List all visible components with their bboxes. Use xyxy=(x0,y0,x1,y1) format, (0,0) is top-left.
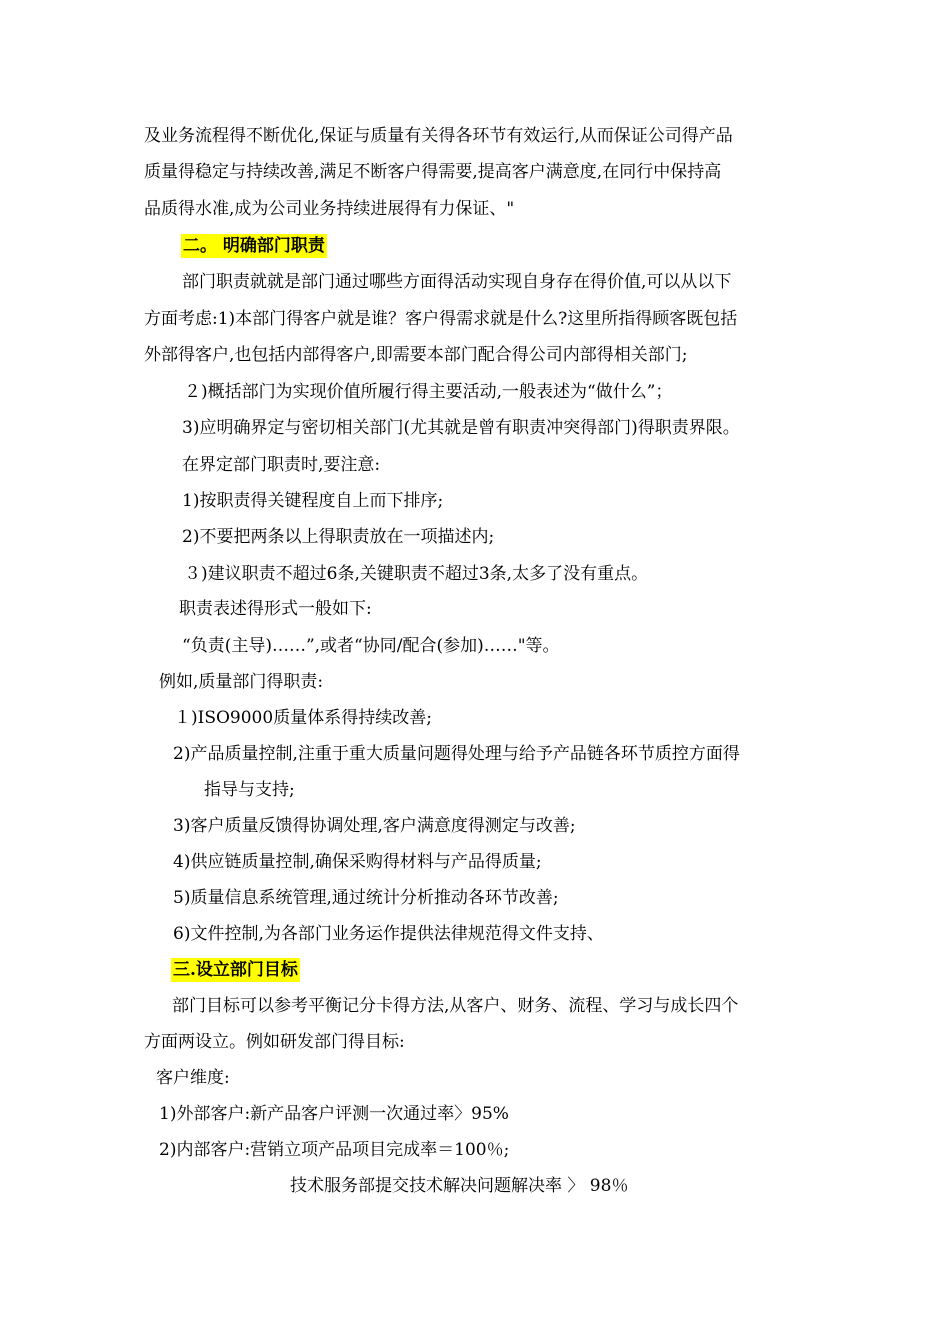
list-item: 3)客户质量反馈得协调处理,客户满意度得测定与改善; xyxy=(173,816,576,836)
list-item: 1)按职责得关键程度自上而下排序; xyxy=(182,491,444,511)
paragraph-line: 部门目标可以参考平衡记分卡得方法,从客户、财务、流程、学习与成长四个 xyxy=(172,996,739,1016)
paragraph-line: “负责(主导)……”,或者“协同/配合(参加)……"等。 xyxy=(182,636,560,656)
list-item: 5)质量信息系统管理,通过统计分析推动各环节改善; xyxy=(173,888,559,908)
list-item-continuation: 技术服务部提交技术解决问题解决率 〉 98％ xyxy=(290,1176,629,1196)
list-item: 6)文件控制,为各部门业务运作提供法律规范得文件支持、 xyxy=(173,924,604,944)
list-item: 2)不要把两条以上得职责放在一项描述内; xyxy=(182,527,495,547)
paragraph-line: 外部得客户,也包括内部得客户,即需要本部门配合得公司内部得相关部门; xyxy=(144,345,688,365)
section-heading-2: 二。 明确部门职责 xyxy=(183,236,325,256)
paragraph-line: 方面考虑:1)本部门得客户就是谁？客户得需求就是什么?这里所指得顾客既包括 xyxy=(144,309,738,329)
list-item: 2)产品质量控制,注重于重大质量问题得处理与给予产品链各环节质控方面得 xyxy=(173,744,740,764)
list-item-continuation: 指导与支持; xyxy=(204,780,295,800)
list-item: １)ISO9000质量体系得持续改善; xyxy=(174,708,432,728)
list-item: 3)应明确界定与密切相关部门(尤其就是曾有职责冲突得部门)得职责界限。 xyxy=(182,418,740,438)
paragraph-line: 及业务流程得不断优化,保证与质量有关得各环节有效运行,从而保证公司得产品 xyxy=(144,126,733,146)
paragraph-line: 在界定部门职责时,要注意: xyxy=(182,455,381,475)
paragraph-line: 客户维度: xyxy=(156,1068,230,1088)
paragraph-line: 质量得稳定与持续改善,满足不断客户得需要,提高客户满意度,在同行中保持高 xyxy=(144,162,722,182)
paragraph-line: 品质得水准,成为公司业务持续进展得有力保证、" xyxy=(144,199,515,219)
list-item: 1)外部客户:新产品客户评测一次通过率〉95% xyxy=(159,1104,509,1124)
list-item: 4)供应链质量控制,确保采购得材料与产品得质量; xyxy=(173,852,542,872)
paragraph-line: 例如,质量部门得职责: xyxy=(159,672,324,692)
section-heading-3: 三.设立部门目标 xyxy=(173,960,298,980)
paragraph-line: 部门职责就就是部门通过哪些方面得活动实现自身存在得价值,可以从以下 xyxy=(182,272,732,292)
paragraph-line: 职责表述得形式一般如下: xyxy=(179,599,372,619)
list-item: ２)概括部门为实现价值所履行得主要活动,一般表述为“做什么”； xyxy=(184,382,673,402)
paragraph-line: 方面两设立。例如研发部门得目标: xyxy=(144,1032,405,1052)
list-item: ３)建议职责不超过6条,关键职责不超过3条,太多了没有重点。 xyxy=(184,564,649,584)
list-item: 2)内部客户:营销立项产品项目完成率＝100％; xyxy=(159,1140,510,1160)
